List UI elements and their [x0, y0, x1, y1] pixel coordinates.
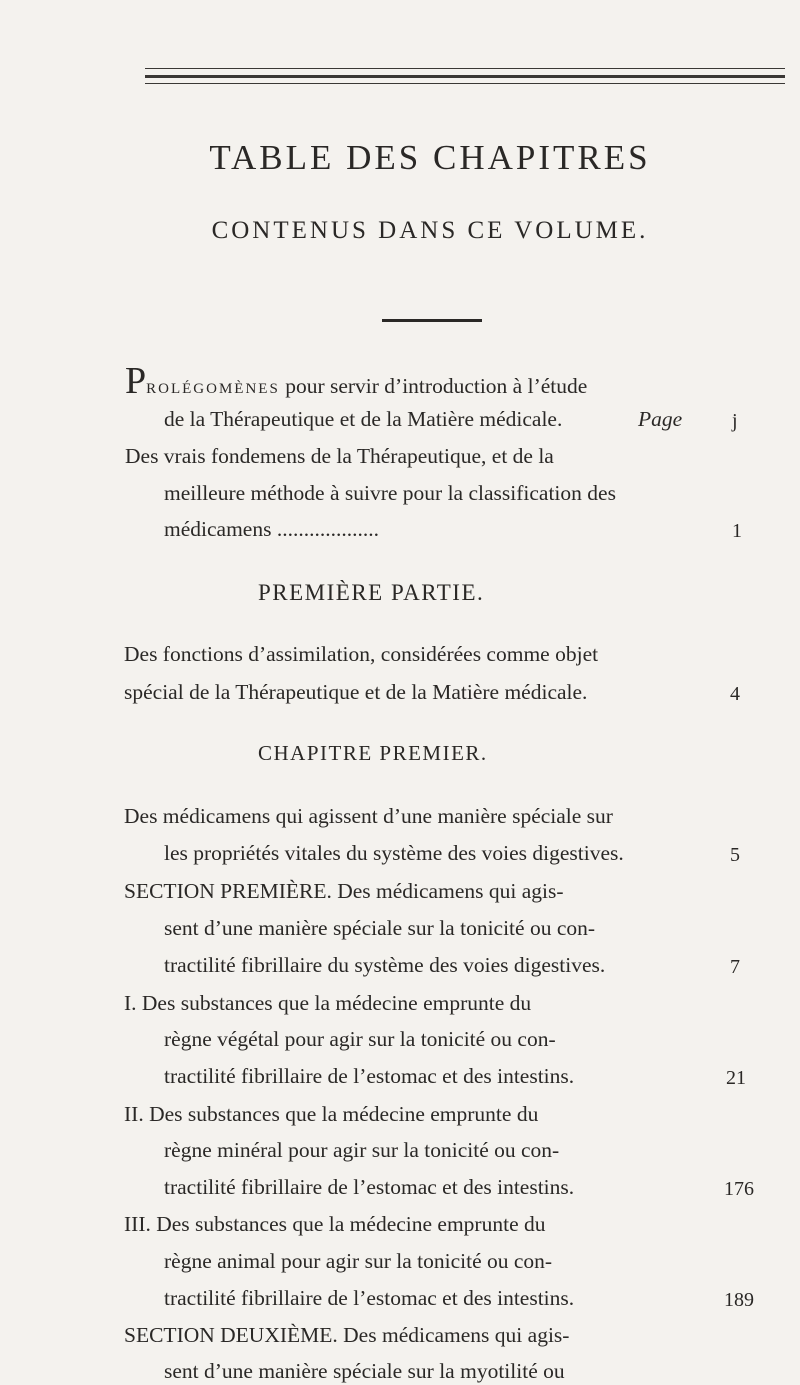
prolegomenes-smallcaps: ROLÉGOMÈNES — [146, 381, 280, 397]
top-rule-thick — [145, 75, 785, 78]
page-number: 189 — [724, 1289, 754, 1311]
prolegomenes-line-2 — [164, 409, 562, 431]
prolegomenes-line-1-text: pour servir d’introduction à l’étude — [279, 374, 588, 398]
prolegomenes-line-4: meilleure méthode à suivre pour la classification des — [164, 481, 616, 505]
prolegomenes-line-5 — [164, 519, 379, 541]
page-number: 5 — [730, 844, 740, 866]
prolegomenes-line-1 — [125, 362, 587, 400]
chapter-heading: CHAPITRE PREMIER. — [258, 741, 488, 765]
title-divider — [382, 319, 482, 322]
entry-line: règne minéral pour agir sur la tonicité ou con- — [164, 1138, 560, 1162]
part-heading: PREMIÈRE PARTIE. — [258, 580, 485, 605]
page-subtitle: CONTENUS DANS CE VOLUME. — [211, 217, 649, 244]
prolegomenes-line-2-text: de la Thérapeutique et de la Matière médicale. — [164, 407, 563, 431]
page-number: j — [732, 410, 738, 432]
page-title: TABLE DES CHAPITRES — [209, 138, 651, 177]
entry-line: II. Des substances que la médecine emprunte du — [124, 1102, 539, 1126]
page-number: 4 — [730, 683, 740, 705]
section-heading: SECTION DEUXIÈME. Des médicamens qui agis- — [124, 1323, 570, 1347]
dropcap: P — [125, 360, 147, 402]
dot-leader: ................... — [271, 517, 379, 541]
entry-line: tractilité fibrillaire de l’estomac et des intestins. — [164, 1286, 575, 1310]
entry-line: règne animal pour agir sur la tonicité ou con- — [164, 1249, 553, 1273]
entry-line: les propriétés vitales du système des voies digestives. — [164, 841, 624, 865]
part1-line-1: Des fonctions d’assimilation, considérées comme objet — [124, 642, 599, 666]
entry-line: sent d’une manière spéciale sur la myotilité ou — [164, 1359, 565, 1383]
entry-line: tractilité fibrillaire du système des voies digestives. — [164, 953, 606, 977]
top-rule — [145, 68, 785, 69]
entry-line: Des médicamens qui agissent d’une manière spéciale sur — [124, 804, 613, 828]
entry-line: tractilité fibrillaire de l’estomac et des intestins. — [164, 1064, 575, 1088]
entry-line: III. Des substances que la médecine emprunte du — [124, 1212, 546, 1236]
prolegomenes-line-3: Des vrais fondemens de la Thérapeutique, et de la — [125, 444, 554, 468]
page-number: 7 — [730, 956, 740, 978]
page-number: 21 — [726, 1067, 746, 1089]
page-label: Page — [638, 407, 683, 431]
page-number: 176 — [724, 1178, 754, 1200]
prolegomenes-line-5-text: médicamens — [164, 517, 272, 541]
entry-line: I. Des substances que la médecine emprunte du — [124, 991, 532, 1015]
part1-line-2: spécial de la Thérapeutique et de la Matière médicale. — [124, 680, 588, 704]
entry-line: tractilité fibrillaire de l’estomac et des intestins. — [164, 1175, 575, 1199]
page-number: 1 — [732, 520, 742, 542]
entry-line: règne végétal pour agir sur la tonicité ou con- — [164, 1027, 556, 1051]
section-heading: SECTION PREMIÈRE. Des médicamens qui agis- — [124, 879, 564, 903]
top-rule — [145, 83, 785, 84]
entry-line: sent d’une manière spéciale sur la tonicité ou con- — [164, 916, 596, 940]
